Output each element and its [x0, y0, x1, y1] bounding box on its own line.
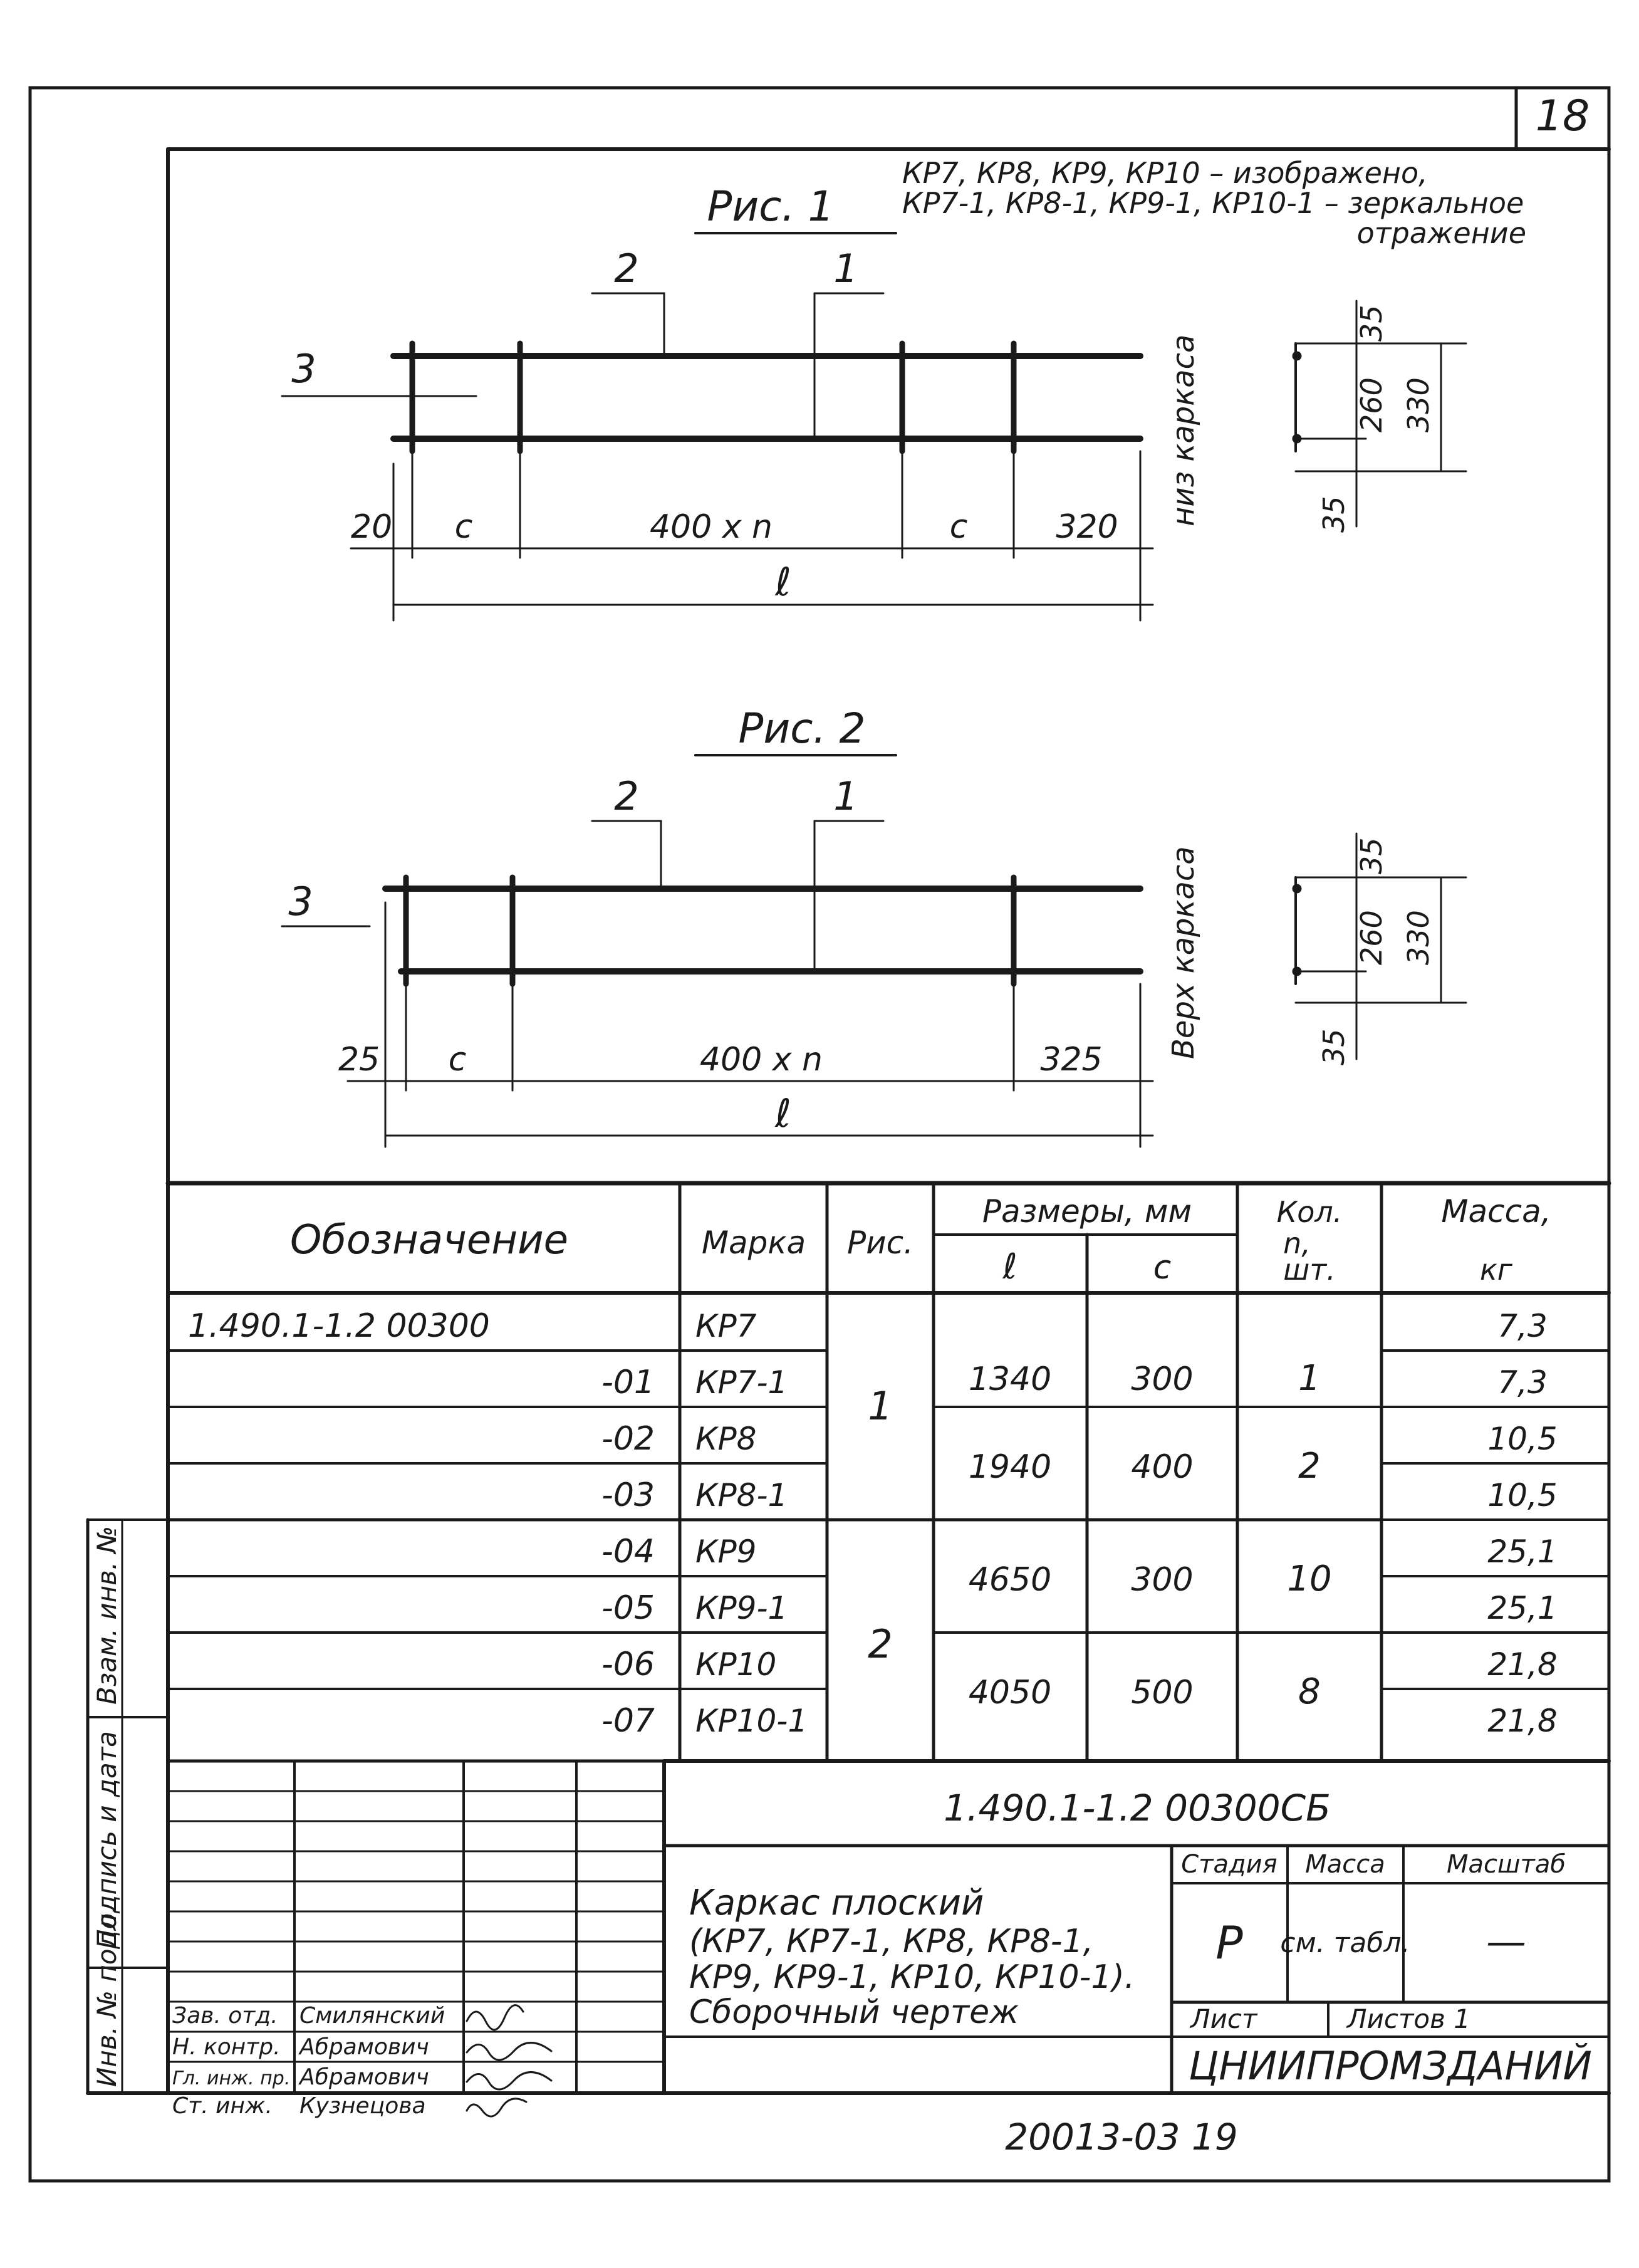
header-mark: Марка	[701, 1225, 806, 1261]
fig1-section	[1293, 301, 1466, 533]
staff-role-3: Гл. инж. пр.	[172, 2067, 291, 2089]
group-3-c: 300	[1131, 1561, 1194, 1599]
group-2-c: 400	[1131, 1448, 1194, 1486]
row-1-mark: КР7	[695, 1308, 757, 1344]
header-qty-unit: шт.	[1283, 1253, 1336, 1287]
title-line-1: Каркас плоский	[689, 1883, 984, 1923]
fig1-dim-c2: с	[949, 508, 968, 546]
row-6-designation: -05	[601, 1589, 655, 1627]
signature-1	[467, 2005, 523, 2030]
fig2-dim-25: 25	[338, 1041, 380, 1079]
fig2-dim-325: 325	[1040, 1041, 1103, 1079]
fig1-section-260: 260	[1355, 377, 1388, 432]
staff-role-1: Зав. отд.	[172, 2003, 278, 2029]
side-stamp	[88, 1520, 168, 2093]
fig1-callout-2: 2	[614, 246, 639, 291]
group-4-n: 8	[1298, 1671, 1321, 1712]
fig2-callout-2: 2	[614, 773, 639, 819]
header-l: ℓ	[1002, 1246, 1017, 1287]
title-line-4: Сборочный чертеж	[689, 1994, 1019, 2031]
staff-name-4: Кузнецова	[299, 2093, 426, 2119]
header-c: с	[1153, 1249, 1172, 1287]
fig1-title: Рис. 1	[707, 182, 835, 231]
row-5-designation: -04	[601, 1533, 655, 1570]
group-2-l: 1940	[968, 1448, 1052, 1486]
header-designation: Обозначение	[289, 1217, 569, 1263]
organization: ЦНИИПРОМЗДАНИЙ	[1189, 2043, 1592, 2089]
group-1-l: 1340	[968, 1361, 1052, 1398]
fig1-side-label: низ каркаса	[1166, 334, 1201, 526]
fig2-dim-400n: 400 х n	[699, 1041, 823, 1079]
row-4-mass: 10,5	[1487, 1477, 1558, 1513]
fig1-section-35-top: 35	[1355, 305, 1388, 342]
fig1-dim-20: 20	[351, 508, 393, 546]
row-3-mass: 10,5	[1487, 1421, 1558, 1457]
row-8-mark: КР10-1	[695, 1703, 808, 1739]
group-1-n: 1	[1298, 1358, 1321, 1399]
row-7-mass: 21,8	[1487, 1646, 1558, 1683]
fig1-dim-c1: с	[454, 508, 473, 546]
header-qty: Кол.	[1276, 1195, 1343, 1229]
row-7-designation: -06	[601, 1646, 655, 1683]
footer-code: 20013-03 19	[1005, 2116, 1238, 2158]
row-2-designation: -01	[601, 1364, 655, 1401]
row-5-mark: КР9	[695, 1534, 757, 1570]
row-3-mark: КР8	[695, 1421, 757, 1457]
doc-code: 1.490.1-1.2 00300СБ	[944, 1787, 1331, 1829]
stamp-signature-date: Подпись и дата	[91, 1731, 122, 1949]
fig1-callout-1: 1	[833, 246, 858, 291]
fig2-dim-l: ℓ	[775, 1090, 791, 1136]
signature-2	[467, 2043, 551, 2061]
fig-group-1: 1	[868, 1383, 893, 1429]
staff-role-2: Н. контр.	[172, 2034, 281, 2060]
group-1-c: 300	[1131, 1361, 1194, 1398]
note-line-1: КР7, КР8, КР9, КР10 – изображено,	[902, 156, 1428, 190]
mass-label: Масса	[1305, 1850, 1385, 1879]
scale-value: —	[1486, 1919, 1526, 1965]
figure-2	[282, 704, 1466, 1147]
stamp-replace-inv: Взам. инв. №	[91, 1525, 122, 1705]
row-1-mass: 7,3	[1497, 1308, 1548, 1344]
row-7-mark: КР10	[695, 1646, 777, 1683]
row-5-mass: 25,1	[1487, 1534, 1558, 1570]
row-2-mass: 7,3	[1497, 1364, 1548, 1401]
title-line-2: (КР7, КР7-1, КР8, КР8-1,	[689, 1923, 1094, 1960]
fig1-dim-320: 320	[1056, 508, 1118, 546]
row-4-mark: КР8-1	[695, 1477, 788, 1513]
fig-group-2: 2	[868, 1621, 893, 1667]
title-block	[168, 1761, 1609, 2119]
fig2-section-330: 330	[1402, 910, 1435, 965]
fig1-dim-l: ℓ	[775, 559, 791, 605]
sheet-number: 18	[1535, 91, 1590, 141]
fig1-section-330: 330	[1402, 377, 1435, 432]
fig2-callout-3: 3	[288, 879, 313, 924]
header-mass: Масса,	[1441, 1193, 1551, 1230]
spec-table	[168, 1183, 1609, 1761]
staff-name-1: Смилянский	[299, 2003, 445, 2029]
fig2-title: Рис. 2	[738, 704, 866, 753]
staff-name-2: Абрамович	[299, 2034, 429, 2060]
row-2-mark: КР7-1	[695, 1364, 788, 1401]
fig1-dim-400n: 400 х n	[649, 508, 773, 546]
fig2-callout-1: 1	[833, 773, 858, 819]
sheet-label: Лист	[1190, 2004, 1257, 2034]
signature-4	[467, 2099, 526, 2116]
row-4-designation: -03	[601, 1476, 655, 1514]
header-qty-n: n,	[1283, 1226, 1311, 1260]
note-line-2: КР7-1, КР8-1, КР9-1, КР10-1 – зеркальное	[902, 186, 1524, 220]
row-8-mass: 21,8	[1487, 1703, 1558, 1739]
header-sizes: Размеры, мм	[982, 1193, 1192, 1230]
stage-label: Стадия	[1181, 1850, 1277, 1879]
row-6-mass: 25,1	[1487, 1590, 1558, 1626]
staff-role-4: Ст. инж.	[172, 2093, 273, 2119]
mass-value: см. табл.	[1280, 1927, 1410, 1959]
group-3-l: 4650	[968, 1561, 1052, 1599]
signature-3	[467, 2072, 551, 2090]
group-3-n: 10	[1287, 1559, 1332, 1599]
group-2-n: 2	[1298, 1446, 1321, 1487]
row-1-designation: 1.490.1-1.2 00300	[188, 1307, 490, 1345]
header-mass-unit: кг	[1480, 1253, 1512, 1287]
fig1-callout-3: 3	[291, 346, 316, 392]
row-6-mark: КР9-1	[695, 1590, 788, 1626]
fig2-section-35-bottom: 35	[1317, 1028, 1351, 1065]
fig2-section-35-top: 35	[1355, 837, 1388, 874]
fig1-section-35-bottom: 35	[1317, 496, 1351, 533]
stamp-inv-original: Инв. № подл.	[91, 1905, 122, 2087]
row-3-designation: -02	[601, 1420, 655, 1458]
fig2-side-label: Верх каркаса	[1166, 846, 1201, 1059]
stage-value: Р	[1215, 1916, 1243, 1969]
header-fig: Рис.	[846, 1225, 914, 1261]
scale-label: Масштаб	[1446, 1850, 1566, 1879]
title-line-3: КР9, КР9-1, КР10, КР10-1).	[689, 1958, 1135, 1996]
fig2-section	[1293, 834, 1466, 1065]
fig2-section-260: 260	[1355, 910, 1388, 965]
fig2-dim-c: с	[448, 1041, 467, 1079]
figure-1	[282, 182, 1466, 620]
staff-name-3: Абрамович	[299, 2064, 429, 2090]
group-4-l: 4050	[968, 1674, 1052, 1711]
sheets-label: Листов 1	[1347, 2004, 1470, 2034]
row-8-designation: -07	[601, 1702, 655, 1740]
note-line-3: отражение	[1356, 216, 1526, 250]
group-4-c: 500	[1131, 1674, 1194, 1711]
